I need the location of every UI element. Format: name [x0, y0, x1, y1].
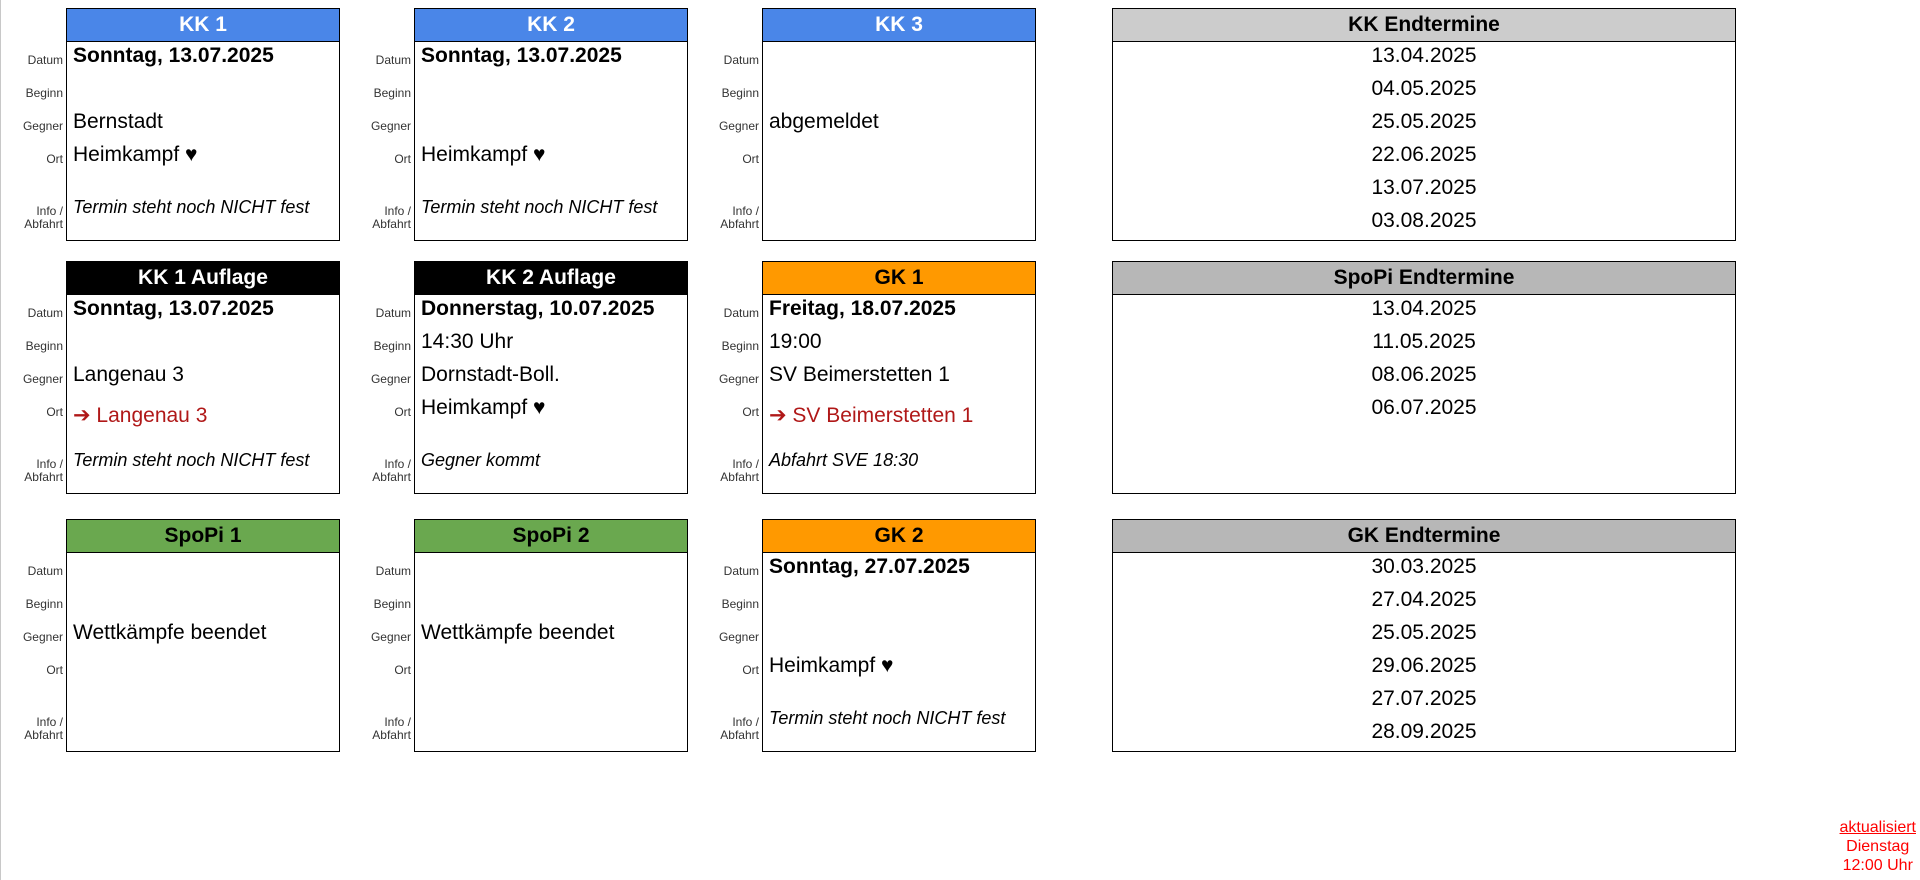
info-label — [1, 205, 63, 231]
end-date: 13.04.2025 — [1371, 44, 1477, 67]
card-title: KK 3 — [762, 8, 1036, 42]
gegner-label: Gegner — [370, 119, 411, 133]
info-label-line2: Abfahrt — [24, 217, 63, 231]
datum-value: Sonntag, 27.07.2025 — [769, 555, 970, 578]
ort-value: Heimkampf ♥ — [769, 654, 894, 677]
end-date: 13.07.2025 — [1371, 176, 1477, 199]
gk-endtermine-title: GK Endtermine — [1112, 519, 1736, 553]
end-date: 30.03.2025 — [1371, 555, 1477, 578]
card-body — [718, 42, 1036, 241]
ort-label: Ort — [742, 663, 759, 677]
beginn-label: Beginn — [373, 597, 411, 611]
updated-note — [1840, 818, 1916, 875]
gegner-label: Gegner — [22, 119, 63, 133]
ort-value: ➔ SV Beimerstetten 1 — [769, 404, 974, 427]
info-value: Termin steht noch NICHT fest — [73, 450, 310, 470]
info-label-line2: Abfahrt — [720, 470, 759, 484]
card-kk1a — [0, 261, 310, 494]
card-gk1 — [696, 261, 972, 494]
info-label-line1: Info / — [732, 204, 759, 218]
datum-value: Sonntag, 13.07.2025 — [421, 44, 622, 67]
beginn-label: Beginn — [721, 86, 759, 100]
info-label — [349, 205, 411, 231]
card-title: GK 2 — [762, 519, 1036, 553]
datum-label: Datum — [375, 564, 411, 578]
datum-value: Donnerstag, 10.07.2025 — [421, 297, 655, 320]
ort-value: Heimkampf ♥ — [421, 143, 546, 166]
card-spopi1 — [0, 519, 276, 752]
updated-link[interactable]: aktualisiert — [1839, 819, 1916, 836]
ort-label: Ort — [46, 663, 63, 677]
end-date: 06.07.2025 — [1371, 396, 1477, 419]
datum-value: Sonntag, 13.07.2025 — [73, 44, 274, 67]
beginn-value: 19:00 — [769, 330, 822, 353]
ort-value: ➔ Langenau 3 — [73, 404, 208, 427]
beginn-label: Beginn — [25, 86, 63, 100]
ort-label: Ort — [46, 405, 63, 419]
card-kk2 — [348, 8, 658, 241]
info-label-line2: Abfahrt — [24, 470, 63, 484]
card-title: KK 1 Auflage — [66, 261, 340, 295]
gegner-label: Gegner — [22, 630, 63, 644]
ort-label: Ort — [394, 405, 411, 419]
end-date: 29.06.2025 — [1371, 654, 1477, 677]
kk-endtermine-panel — [1112, 8, 1736, 241]
beginn-label: Beginn — [373, 86, 411, 100]
spopi-endtermine-panel — [1112, 261, 1736, 494]
end-date: 27.04.2025 — [1371, 588, 1477, 611]
info-label-line1: Info / — [384, 204, 411, 218]
info-label — [1, 716, 63, 742]
ort-value: Heimkampf ♥ — [421, 396, 546, 419]
info-label-line1: Info / — [36, 204, 63, 218]
beginn-label: Beginn — [721, 339, 759, 353]
info-label-line1: Info / — [732, 457, 759, 471]
info-label — [697, 205, 759, 231]
gk-endtermine-panel — [1112, 519, 1736, 752]
gegner-label: Gegner — [718, 630, 759, 644]
gegner-label: Gegner — [22, 372, 63, 386]
card-body — [370, 42, 688, 241]
info-label-line2: Abfahrt — [372, 217, 411, 231]
card-title: KK 1 — [66, 8, 340, 42]
card-title: SpoPi 2 — [414, 519, 688, 553]
spopi-endtermine-list — [1112, 295, 1736, 494]
beginn-label: Beginn — [721, 597, 759, 611]
spopi-endtermine-title: SpoPi Endtermine — [1112, 261, 1736, 295]
datum-label: Datum — [723, 53, 759, 67]
info-label — [349, 716, 411, 742]
datum-label: Datum — [723, 564, 759, 578]
end-date: 28.09.2025 — [1371, 720, 1477, 743]
ort-label: Ort — [394, 152, 411, 166]
gegner-label: Gegner — [718, 372, 759, 386]
info-label-line2: Abfahrt — [24, 728, 63, 742]
card-body — [22, 42, 340, 241]
end-date: 13.04.2025 — [1371, 297, 1477, 320]
info-value: Gegner kommt — [421, 450, 541, 470]
beginn-label: Beginn — [373, 339, 411, 353]
datum-value: Sonntag, 13.07.2025 — [73, 297, 274, 320]
card-body — [370, 295, 688, 494]
beginn-value: 14:30 Uhr — [421, 330, 514, 353]
ort-label: Ort — [742, 405, 759, 419]
ort-label: Ort — [742, 152, 759, 166]
info-label — [697, 716, 759, 742]
card-body — [22, 553, 340, 752]
info-label — [349, 458, 411, 484]
end-date: 08.06.2025 — [1371, 363, 1477, 386]
info-label-line1: Info / — [384, 715, 411, 729]
card-gk2 — [696, 519, 1006, 752]
ort-value: Heimkampf ♥ — [73, 143, 198, 166]
info-label-line2: Abfahrt — [720, 728, 759, 742]
info-label-line1: Info / — [732, 715, 759, 729]
datum-label: Datum — [375, 306, 411, 320]
info-value: Termin steht noch NICHT fest — [421, 197, 658, 217]
info-label-line2: Abfahrt — [372, 728, 411, 742]
info-value: Termin steht noch NICHT fest — [769, 708, 1006, 728]
ort-label: Ort — [46, 152, 63, 166]
card-body — [718, 553, 1036, 752]
datum-label: Datum — [27, 306, 63, 320]
updated-time: 12:00 Uhr — [1842, 857, 1913, 874]
info-label — [1, 458, 63, 484]
end-date: 03.08.2025 — [1371, 209, 1477, 232]
info-label-line2: Abfahrt — [372, 470, 411, 484]
beginn-label: Beginn — [25, 597, 63, 611]
gegner-value: abgemeldet — [769, 110, 879, 133]
info-label-line1: Info / — [36, 715, 63, 729]
kk-endtermine-title: KK Endtermine — [1112, 8, 1736, 42]
info-value: Abfahrt SVE 18:30 — [769, 450, 919, 470]
datum-label: Datum — [27, 564, 63, 578]
card-body — [22, 295, 340, 494]
ort-label: Ort — [394, 663, 411, 677]
gegner-value: SV Beimerstetten 1 — [769, 363, 950, 386]
card-kk1 — [0, 8, 310, 241]
gegner-value: Wettkämpfe beendet — [73, 621, 267, 644]
gegner-value: Langenau 3 — [73, 363, 184, 386]
kk-endtermine-list — [1112, 42, 1736, 241]
card-body — [718, 295, 1036, 494]
info-label — [697, 458, 759, 484]
beginn-label: Beginn — [25, 339, 63, 353]
gk-endtermine-list — [1112, 553, 1736, 752]
card-kk2a — [348, 261, 655, 494]
end-date: 22.06.2025 — [1371, 143, 1477, 166]
gegner-value: Bernstadt — [73, 110, 163, 133]
info-label-line1: Info / — [384, 457, 411, 471]
card-kk3 — [696, 8, 972, 241]
card-title: KK 2 — [414, 8, 688, 42]
card-title: SpoPi 1 — [66, 519, 340, 553]
end-date: 04.05.2025 — [1371, 77, 1477, 100]
end-date: 25.05.2025 — [1371, 110, 1477, 133]
datum-value: Freitag, 18.07.2025 — [769, 297, 956, 320]
end-date: 25.05.2025 — [1371, 621, 1477, 644]
card-body — [370, 553, 688, 752]
gegner-label: Gegner — [370, 630, 411, 644]
gegner-value: Dornstadt-Boll. — [421, 363, 560, 386]
card-spopi2 — [348, 519, 624, 752]
card-title: KK 2 Auflage — [414, 261, 688, 295]
gegner-label: Gegner — [370, 372, 411, 386]
card-title: GK 1 — [762, 261, 1036, 295]
end-date: 11.05.2025 — [1372, 330, 1476, 353]
end-date: 27.07.2025 — [1371, 687, 1477, 710]
info-label-line2: Abfahrt — [720, 217, 759, 231]
info-value: Termin steht noch NICHT fest — [73, 197, 310, 217]
datum-label: Datum — [723, 306, 759, 320]
gegner-value: Wettkämpfe beendet — [421, 621, 615, 644]
datum-label: Datum — [375, 53, 411, 67]
datum-label: Datum — [27, 53, 63, 67]
gegner-label: Gegner — [718, 119, 759, 133]
updated-day: Dienstag — [1846, 838, 1910, 855]
info-label-line1: Info / — [36, 457, 63, 471]
